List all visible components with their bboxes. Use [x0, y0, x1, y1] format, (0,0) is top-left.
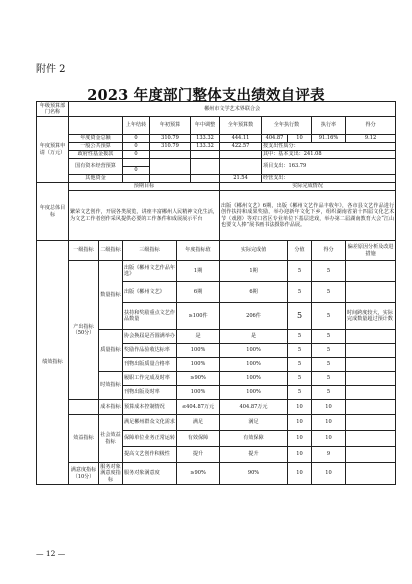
budget-section-label: 年度预算申请（万元）: [37, 117, 69, 183]
perf-row: [37, 463, 396, 485]
perf-target: 1期: [177, 261, 220, 282]
perf-reason: 时间跨度较大，实际完成数量超过预计数: [346, 303, 396, 330]
perf-weight: 5: [288, 386, 312, 400]
perf-score: 9: [312, 447, 346, 463]
perf-score: 5: [312, 358, 346, 372]
col-prior: 上年结转: [123, 117, 150, 135]
perf-l3: 扶持和奖励重点文艺作品数量: [123, 303, 177, 330]
perf-reason: [346, 431, 396, 447]
perf-actual: 有效保障: [220, 431, 288, 447]
other-label: 其他资金: [69, 175, 123, 183]
perf-target: 是: [177, 330, 220, 344]
perf-target: ≥100件: [177, 303, 220, 330]
perf-l3: 奖励作品验收达标率: [123, 344, 177, 358]
total-weight: 10: [288, 135, 312, 143]
perf-head-l2: 二级指标: [99, 241, 123, 261]
general-prior: 0: [123, 143, 150, 151]
service-label: 服务对象满意度指标: [100, 463, 121, 483]
quality-label: 质量指标: [99, 330, 123, 372]
perf-l3: 服务对象满意度: [123, 463, 177, 485]
perf-weight: 5: [288, 344, 312, 358]
perf-reason: [346, 447, 396, 463]
perf-weight: 5: [288, 358, 312, 372]
perf-weight: 10: [288, 463, 312, 485]
total-score: 9.12: [346, 135, 396, 143]
goals-section-label: 年度总体目标: [37, 183, 69, 241]
perf-head-l1: 一级指标: [69, 241, 99, 261]
perf-actual: 90%: [220, 463, 288, 485]
annex-label: 附件 2: [36, 64, 66, 75]
perf-weight: 10: [288, 447, 312, 463]
perf-target: 提升: [177, 447, 220, 463]
perf-section-label: 绩效指标: [37, 241, 69, 485]
perf-score: 10: [312, 415, 346, 431]
gov-fund-label: 政府性基金拨款: [69, 151, 123, 159]
perf-actual: 6期: [220, 282, 288, 303]
goals-col-actual: 实际完成情况: [220, 183, 396, 191]
col-full: 全年预算数: [220, 117, 262, 135]
general-full: 422.57: [220, 143, 262, 151]
perf-reason: [346, 386, 396, 400]
perf-actual: 100%: [220, 344, 288, 358]
perf-actual: 100%: [220, 358, 288, 372]
budget-total-row: [37, 135, 396, 143]
dept-value: 郴州市文学艺术界联合会: [69, 102, 396, 117]
perf-reason: [346, 282, 396, 303]
perf-row: [37, 415, 396, 431]
perf-target: ≤404.87万元: [177, 400, 220, 415]
goals-actual-text: 出版《郴州文艺》6期，出版《郴州文艺作品丰收年》，各市县文艺作品进行创作扶持和成果奖励，举办迎新年文化下乡，组织湖南省第十四届文化艺术节（戏剧）等对口省区专业单位下基层送戏，举办第二届湖南教育大会“江山也要文人捧”展书画书法摄影作品展。: [220, 191, 396, 241]
perf-head-score: 得分: [312, 241, 346, 261]
quantity-label: 数量指标: [99, 261, 123, 330]
perf-actual: 是: [220, 330, 288, 344]
perf-l3: 协会换届是否圆满举办: [123, 330, 177, 344]
perf-header-row: [37, 241, 396, 261]
perf-actual: 206件: [220, 303, 288, 330]
perf-l3: 出版《郴州文艺作品年选》: [123, 261, 177, 282]
page-title: 2023 年度部门整体支出绩效自评表: [87, 87, 325, 104]
perf-head-reason: 偏差原因分析及改进措施: [346, 241, 396, 261]
perf-target: 100%: [177, 358, 220, 372]
general-note: 按支出性质分：: [262, 143, 396, 151]
col-rate: 执行率: [312, 117, 346, 135]
perf-reason: [346, 330, 396, 344]
perf-target: 6期: [177, 282, 220, 303]
perf-row: [37, 400, 396, 415]
operating-expense: 经营支出：: [262, 175, 396, 183]
other-full: 21.54: [220, 175, 262, 183]
perf-weight: 5: [288, 282, 312, 303]
goals-expected-text: 繁荣文艺创作，开展各类展览，讲座丰富郴州人民精神文化生活，为文艺工作者创作采风提供必要的工作条件和成展展示平台: [69, 191, 220, 241]
perf-score: 10: [312, 431, 346, 447]
gov-fund-prior: 0: [123, 151, 150, 159]
perf-target: ≥90%: [177, 372, 220, 386]
general-adjust: 133.32: [191, 143, 220, 151]
general-initial: 310.79: [150, 143, 191, 151]
perf-score: 5: [312, 330, 346, 344]
perf-l3: 保障单位业务正常运转: [123, 431, 177, 447]
project-expense: 项目支出：163.79: [262, 159, 396, 175]
perf-head-weight: 分值: [288, 241, 312, 261]
social-label: 社会效益指标: [99, 415, 123, 463]
effect-label: 效益指标: [69, 415, 99, 463]
perf-weight: 10: [288, 415, 312, 431]
time-label: 时效指标: [99, 372, 123, 400]
col-adjust: 年中调整: [191, 117, 220, 135]
perf-reason: [346, 372, 396, 386]
perf-score: 5: [312, 303, 346, 330]
perf-target: 100%: [177, 386, 220, 400]
perf-target: ≥90%: [177, 463, 220, 485]
perf-score: 10: [312, 400, 346, 415]
perf-score: 5: [312, 261, 346, 282]
perf-weight: 5: [288, 372, 312, 386]
budget-other-row: [37, 175, 396, 183]
total-full: 444.11: [220, 135, 262, 143]
total-prior: 0: [123, 135, 150, 143]
perf-actual: 404.87万元: [220, 400, 288, 415]
perf-head-l3: 三级指标: [123, 241, 177, 261]
perf-actual: 1期: [220, 261, 288, 282]
total-label: 年度资金总额: [69, 135, 123, 143]
perf-l3: 刊物出版质量合格率: [123, 358, 177, 372]
capital-prior: 0: [123, 167, 150, 175]
perf-target: 100%: [177, 344, 220, 358]
satisfaction-label: 满意度指标（10分）: [69, 463, 99, 485]
perf-reason: [346, 415, 396, 431]
general-label: 一般公共预算: [69, 143, 123, 151]
dept-label: 年级预算部门名称: [37, 102, 69, 117]
budget-header-row: [37, 117, 396, 135]
perf-score: 5: [312, 344, 346, 358]
col-score: 得分: [346, 117, 396, 135]
capital-label: 国有资本经营预算: [69, 159, 123, 175]
perf-l3: 刊物出版及时率: [123, 386, 177, 400]
budget-general-row: [37, 143, 396, 151]
perf-weight: 10: [288, 431, 312, 447]
perf-weight: 5: [288, 261, 312, 282]
budget-gov-fund-row: [37, 151, 396, 159]
perf-actual: 满足: [220, 415, 288, 431]
perf-target: 满足: [177, 415, 220, 431]
perf-reason: [346, 261, 396, 282]
perf-actual: 100%: [220, 386, 288, 400]
col-initial: 年初预算: [150, 117, 191, 135]
col-exec: 全年执行数: [262, 117, 312, 135]
perf-head-actual: 实际完成值: [220, 241, 288, 261]
perf-score: 10: [312, 463, 346, 485]
perf-weight: 5: [288, 303, 312, 330]
perf-score: 5: [312, 372, 346, 386]
perf-weight: 5: [288, 330, 312, 344]
total-rate: 91.16%: [312, 135, 346, 143]
perf-l3: 提高文艺创作积极性: [123, 447, 177, 463]
perf-reason: [346, 358, 396, 372]
perf-row: [37, 261, 396, 282]
perf-target: 有效保障: [177, 431, 220, 447]
total-adjust: 133.32: [191, 135, 220, 143]
goals-content-row: [37, 191, 396, 241]
perf-weight: 10: [288, 400, 312, 415]
page-number: — 12 —: [36, 549, 66, 558]
goals-col-expected: 预期目标: [69, 183, 220, 191]
perf-score: 5: [312, 386, 346, 400]
perf-actual: 提升: [220, 447, 288, 463]
perf-l3: 出版《郴州文艺》: [123, 282, 177, 303]
perf-l3: 履职工作完成及时率: [123, 372, 177, 386]
perf-l3: 满足郴州群众文化需求: [123, 415, 177, 431]
perf-score: 5: [312, 282, 346, 303]
cost-label: 成本指标: [99, 400, 123, 415]
perf-reason: [346, 344, 396, 358]
perf-actual: 100%: [220, 372, 288, 386]
perf-reason: [346, 400, 396, 415]
dept-row: [37, 102, 396, 117]
perf-head-target: 年度指标值: [177, 241, 220, 261]
performance-table: [36, 101, 396, 485]
total-exec: 404.87: [262, 135, 288, 143]
perf-l3: 预算成本控制情况: [123, 400, 177, 415]
total-initial: 310.79: [150, 135, 191, 143]
basic-expense: 其中：基本支出：241.08: [262, 151, 396, 159]
perf-reason: [346, 463, 396, 485]
budget-capital-row-a: [37, 159, 396, 167]
output-label: 产出指标（50分）: [69, 261, 99, 400]
goals-header-row: [37, 183, 396, 191]
